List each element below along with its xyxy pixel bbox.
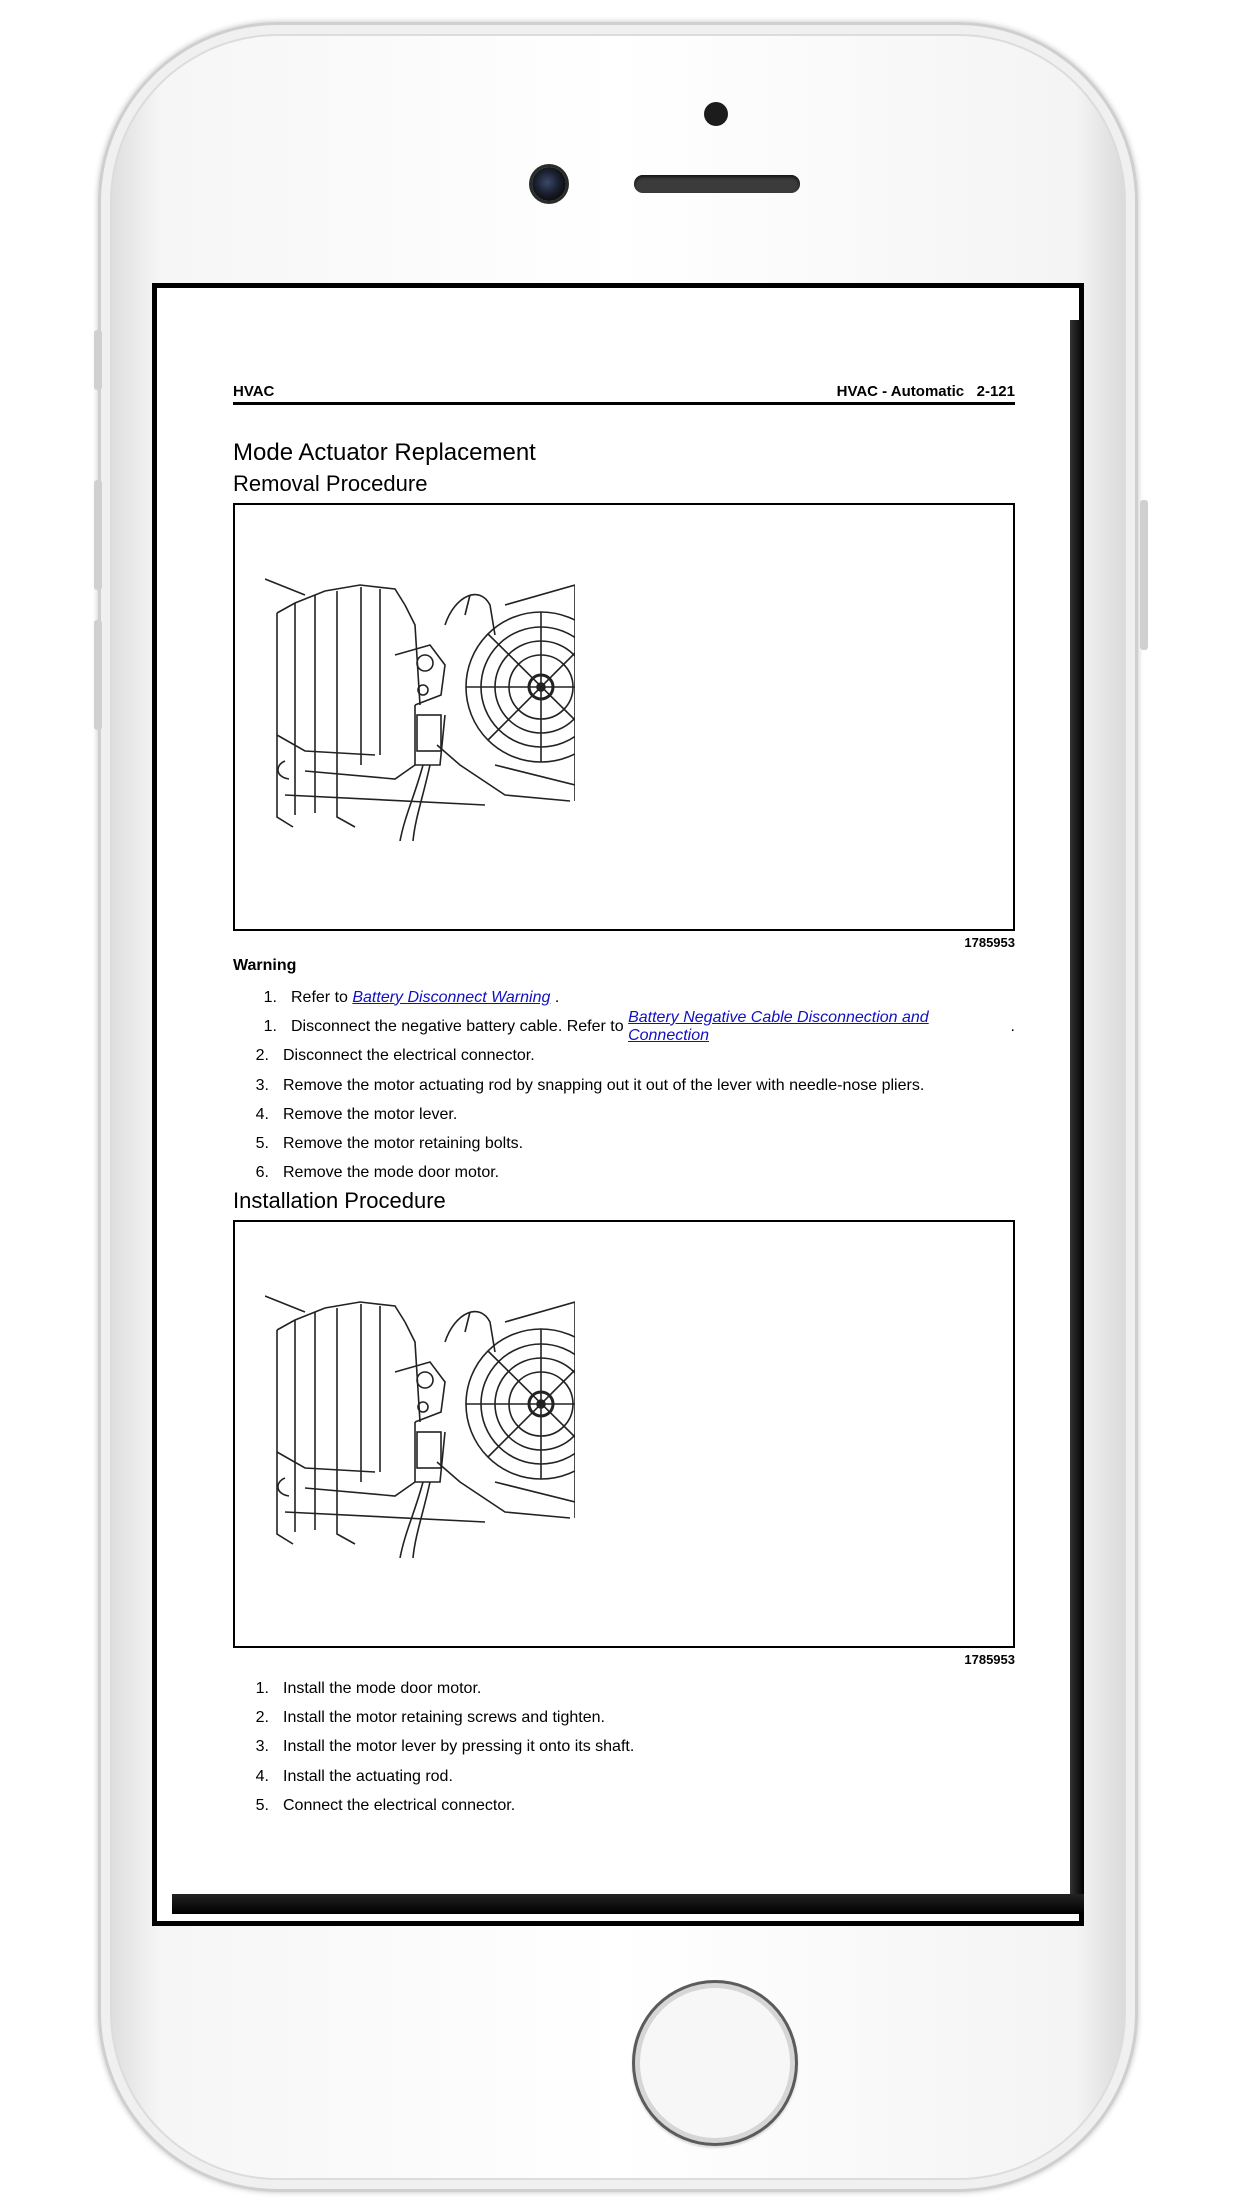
mute-switch (94, 330, 102, 390)
header-page-ref: HVAC - Automatic 2-121 (836, 383, 1015, 400)
header-section: HVAC (233, 383, 275, 400)
earpiece-speaker-icon (634, 175, 800, 193)
installation-figure (233, 1220, 1015, 1648)
step-number: 5. (255, 1135, 269, 1153)
power-button (1140, 500, 1148, 650)
step-text: Connect the electrical connector. (283, 1796, 516, 1814)
step-text: Disconnect the negative battery cable. Refer to (291, 1017, 629, 1035)
step-text: Install the actuating rod. (283, 1767, 453, 1785)
running-header (233, 378, 1015, 405)
page-shadow (172, 1894, 1084, 1914)
removal-heading: Removal Procedure (233, 471, 428, 496)
removal-figure (233, 503, 1015, 931)
step-text: . (550, 988, 560, 1006)
page-shadow (1070, 320, 1084, 1910)
step-text: Disconnect the electrical connector. (283, 1047, 535, 1065)
manual-page[interactable] (233, 378, 1015, 1821)
step-text: Install the motor retaining screws and tighten. (283, 1709, 605, 1727)
step-number: 4. (255, 1767, 269, 1785)
step-text: . (1006, 1017, 1015, 1035)
list-item (233, 1129, 1015, 1158)
figure-id: 1785953 (964, 935, 1015, 950)
step-number: 1. (263, 1017, 277, 1035)
proximity-sensor-icon (704, 102, 728, 126)
volume-up-button (94, 480, 102, 590)
list-item (233, 1762, 1015, 1791)
warning-label: Warning (233, 957, 297, 974)
step-number: 4. (255, 1105, 269, 1123)
step-text: Remove the motor lever. (283, 1105, 458, 1123)
hvac-actuator-illustration (265, 565, 575, 841)
figure-id: 1785953 (964, 1652, 1015, 1668)
battery-negative-cable-link[interactable]: Battery Negative Cable Disconnection and Connection (628, 1008, 929, 1044)
front-camera-icon (532, 167, 566, 201)
list-item (233, 1071, 1015, 1100)
step-text: Install the motor lever by pressing it onto its shaft. (283, 1738, 635, 1756)
installation-heading: Installation Procedure (233, 1188, 446, 1214)
list-item (233, 1674, 1015, 1703)
list-item (233, 983, 1015, 1012)
step-number: 5. (255, 1796, 269, 1814)
step-text: Install the mode door motor. (283, 1679, 482, 1697)
step-number: 6. (255, 1164, 269, 1182)
list-item (233, 1791, 1015, 1820)
step-text: Remove the mode door motor. (283, 1164, 500, 1182)
volume-down-button (94, 620, 102, 730)
step-text: Refer to (291, 988, 353, 1006)
step-text: Remove the motor retaining bolts. (283, 1135, 524, 1153)
battery-disconnect-warning-link[interactable]: Battery Disconnect Warning (352, 988, 551, 1006)
hvac-actuator-illustration (265, 1282, 575, 1558)
step-number: 1. (255, 1679, 269, 1697)
list-item (233, 1100, 1015, 1129)
list-item (233, 1703, 1015, 1732)
list-item (233, 1008, 1015, 1044)
step-text: Remove the motor actuating rod by snapping out it out of the lever with needle-nose pliers. (283, 1076, 925, 1094)
step-number: 3. (255, 1738, 269, 1756)
list-item (233, 1733, 1015, 1762)
step-number: 3. (255, 1076, 269, 1094)
page-title: Mode Actuator Replacement (233, 439, 536, 466)
removal-steps (233, 983, 1015, 1188)
installation-steps (233, 1674, 1015, 1820)
list-item (233, 1042, 1015, 1071)
step-number: 1. (263, 988, 277, 1006)
step-number: 2. (255, 1047, 269, 1065)
home-button[interactable] (632, 1980, 798, 2146)
list-item (233, 1159, 1015, 1188)
step-number: 2. (255, 1709, 269, 1727)
